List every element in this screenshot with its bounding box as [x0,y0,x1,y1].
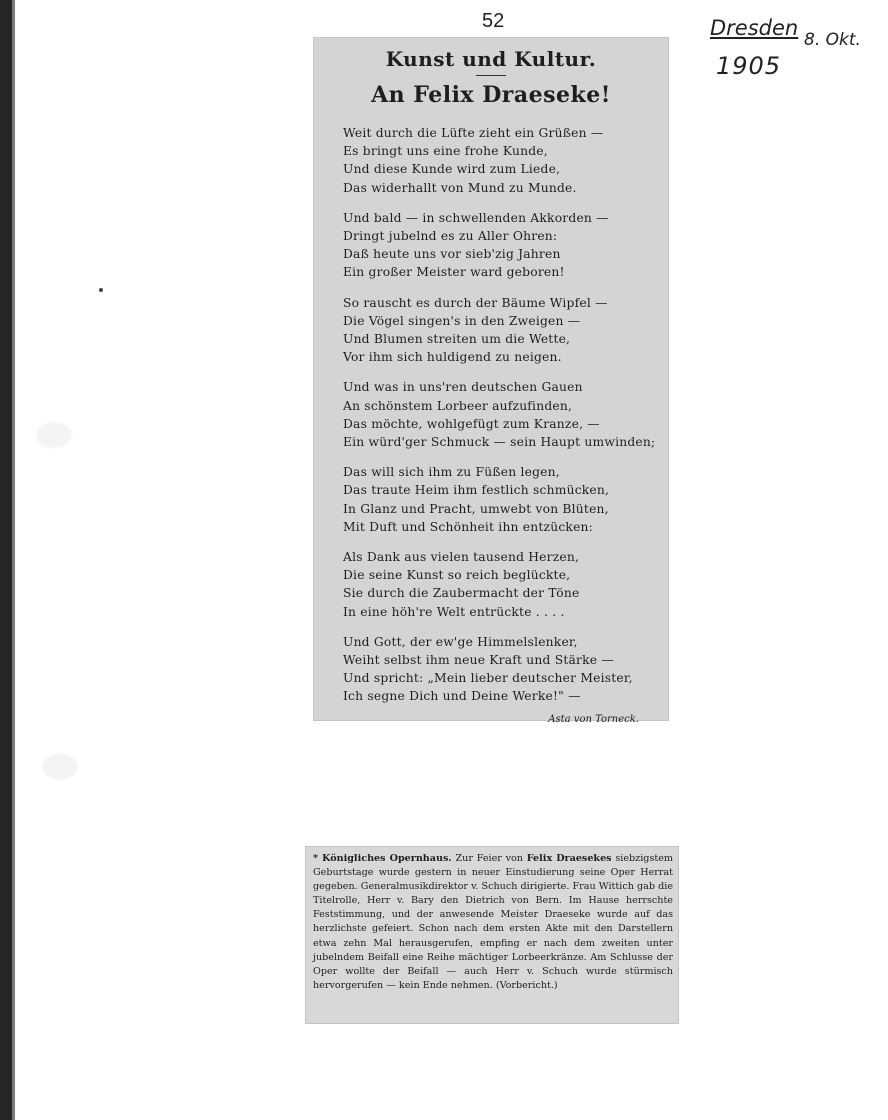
stanza [343,378,669,451]
poem-clipping [313,37,669,725]
scan-left-edge-shadow [12,0,15,1120]
punch-hole-bottom [44,756,76,778]
report-name: Felix Draesekes [526,853,612,864]
poem-line: Weit durch die Lüfte zieht ein Grüßen — [343,126,604,140]
stanza [343,294,669,367]
poem-author: Asta von Torneck. [548,713,639,725]
stanza [343,548,669,621]
poem-title: An Felix Draeseke! [371,82,611,108]
poem-line: Daß heute uns vor sieb'zig Jahren [343,247,561,262]
opera-report-clipping [305,846,679,1024]
stanza [343,209,669,282]
stanza [343,124,669,197]
poem-line: In eine höh're Welt entrückte . . . . [343,604,565,619]
punch-hole-top [38,424,70,446]
poem-line: In Glanz und Pracht, umwebt von Blüten, [343,501,609,516]
poem-line: Das traute Heim ihm festlich schmücken, [343,483,610,498]
bleed-through-text [282,880,306,894]
poem-line: Dringt jubelnd es zu Aller Ohren: [343,229,558,244]
report-lead: * Königliches Opernhaus. [313,853,452,864]
poem-line: Und Gott, der ew'ge Himmelslenker, [343,634,578,649]
poem-line: Und diese Kunde wird zum Liede, [343,162,561,177]
poem-line: Das möchte, wohlgefügt zum Kranze, — [343,416,600,431]
poem-line: Sie durch die Zaubermacht der Töne [343,586,580,601]
handwritten-city: Dresden [710,16,799,40]
ink-spot [99,288,103,292]
poem-line: Und spricht: „Mein lieber deutscher Meister, [343,671,633,686]
poem-line: Die Vögel singen's in den Zweigen — [343,313,581,328]
poem-line: Das widerhallt von Mund zu Munde. [343,180,577,195]
stanza [343,463,669,536]
section-heading: Kunst und Kultur. [385,47,597,71]
scan-left-edge [0,0,12,1120]
poem-line: So rauscht es durch der Bäume Wipfel — [343,295,608,310]
report-text-intro: Zur Feier von [451,853,527,864]
poem-line: Ein großer Meister ward geboren! [343,265,565,280]
stanza [343,633,669,706]
poem-line: Das will sich ihm zu Füßen legen, [343,465,560,480]
page-number: 52 [482,10,505,32]
poem-line: Und bald — in schwellenden Akkorden — [343,210,609,225]
poem-line: Und was in uns'ren deutschen Gauen [343,380,583,395]
handwritten-year: 1905 [716,52,782,80]
poem-line: Ich segne Dich und Deine Werke!" — [343,689,581,704]
poem-line: An schönstem Lorbeer aufzufinden, [343,398,573,413]
poem-line: Ein würd'ger Schmuck — sein Haupt umwinden; [343,435,656,450]
poem-line: Als Dank aus vielen tausend Herzen, [343,550,580,565]
poem-line: Weiht selbst ihm neue Kraft und Stärke — [343,653,614,668]
poem-line: Die seine Kunst so reich beglückte, [343,568,571,583]
poem-line: Und Blumen streiten um die Wette, [343,332,571,347]
poem-line: Es bringt uns eine frohe Kunde, [343,144,548,159]
poem-line: Vor ihm sich huldigend zu neigen. [343,350,562,365]
handwritten-date: 8. Okt. [804,30,861,50]
report-text-body: siebzigstem Geburtstage wurde gestern in neuer Einstudierung seine Oper Herrat gegeben. Generalmusikdirektor v. Schuch dirigierte. Frau Wittich gab die Titelrolle, Herr v. Bary den Dietrich von Bern. Im Hause herrschte Feststimmung, und der anwesende Meister Draeseke wurde auf das herzlichste gefeiert. Schon nach dem ersten Akte mit den Darstellern etwa zehn Mal herausgerufen, empfing er nach dem zweiten unter jubelndem Beifall eine Reihe mächtiger Lorbeerkränze. Am Schlusse der Oper wollte der Beifall — auch Herr v. Schuch wurde stürmisch hervorgerufen — kein Ende nehmen. (Vorbericht.) [313,853,673,991]
poem-line: Mit Duft und Schönheit ihn entzücken: [343,519,594,534]
heading-rule [476,75,506,76]
